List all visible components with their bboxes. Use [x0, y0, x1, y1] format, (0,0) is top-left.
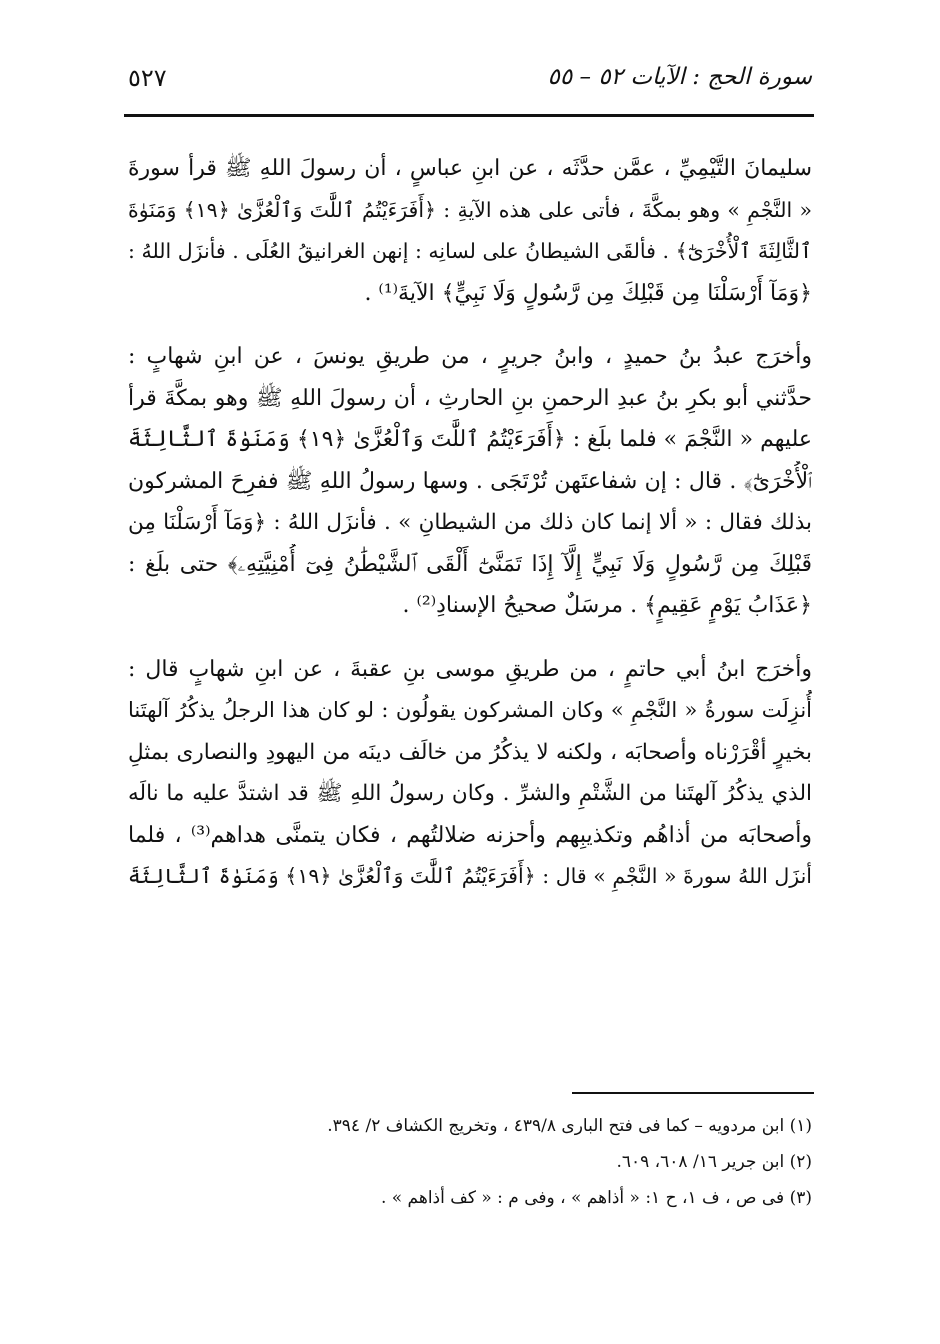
footnote-1: (١) ابن مردويه – كما فى فتح البارى ٤٣٩/٨ ، وتخريج الكشاف ٢/ ٣٩٤.: [327, 1116, 812, 1136]
text-line: ٱلثَّالِثَةَ ٱلْأُخْرَىٰٓ﴾ . فألقَى الشيطانُ على لسانِه : إنهن الغرانيقُ العُلَى . فأنزَل اللهُ :: [128, 239, 812, 263]
page-number: ٥٢٧: [128, 64, 167, 92]
text-line: ٱلْأُخْرَىٰٓ﴾ . قال : إن شفاعتَهن تُرْتَجَى . وسها رسولُ اللهِ ﷺ ففرِحَ المشركون: [128, 468, 812, 494]
text-line: ﴿عَذَابُ يَوْمٍ عَقِيمٍ﴾ . مرسَلٌ صحيحُ الإسنادِ⁽²⁾ .: [402, 593, 812, 618]
text-line: بخيرٍ أقْرَرْناه وأصحابَه ، ولكنه لا يذكُرُ من خالَف دينَه من اليهودِ والنصارى بمثلِ: [128, 739, 812, 765]
header-rule: [124, 114, 814, 117]
footnote-2: (٢) ابن جرير ١٦/ ٦٠٨، ٦٠٩.: [616, 1152, 812, 1172]
paragraph-2: [128, 336, 812, 627]
text-line: قَبْلِكَ مِن رَّسُولٍ وَلَا نَبِيٍّ إِلَّآ إِذَا تَمَنَّىٰٓ أَلْقَى ٱلشَّيْطَٰنُ فِىٓ أُمْنِيَّتِهِۦ﴾ حتى بلَغ :: [128, 551, 812, 577]
text-line: وأصحابَه من أذاهُم وتكذيبِهم وأحزنه ضلالتُهم ، فكان يتمنَّى هداهم⁽³⁾ ، فلما: [128, 822, 812, 848]
text-line: بذلك فقال : « ألا إنما كان ذلك من الشيطانِ » . فأنزَل اللهُ : ﴿وَمَآ أَرْسَلْنَا مِن: [128, 510, 812, 535]
footnote-rule: [572, 1092, 814, 1094]
text-line: « النَّجْمِ » وهو بمكَّةَ ، فأتى على هذه الآيةِ : ﴿أَفَرَءَيْتُمُ ٱللَّٰتَ وَٱلْعُزَّىٰ ﴿١٩﴾ وَمَنَوٰةَ: [128, 197, 812, 222]
text-line: حدَّثني أبو بكرِ بنُ عبدِ الرحمنِ بنِ الحارثِ ، أن رسولَ اللهِ ﷺ وهو بمكَّةَ قرأ: [128, 385, 812, 411]
text-line: أنزَل اللهُ سورةَ « النَّجْمِ » قال : ﴿أَفَرَءَيْتُمُ ٱللَّٰتَ وَٱلْعُزَّىٰ ﴿١٩﴾ وَمَنَوٰةَ ٱلثَّالِثَةَ: [128, 864, 812, 888]
text-line: وأخرَج عبدُ بنُ حميدٍ ، وابنُ جريرٍ ، من طريقِ يونسَ ، عن ابنِ شهابٍ :: [128, 344, 812, 369]
paragraph-1: [128, 148, 812, 314]
text-line: أُنزِلَت سورةُ « النَّجْمِ » وكان المشركون يقولُون : لو كان هذا الرجلُ يذكُرُ آلهتَنا: [128, 698, 812, 722]
footnote-3: (٣) فى ص ، ف ١، ح ١: « أذاهم » ، وفى م : « كف أذاهم » .: [380, 1188, 812, 1208]
text-line: الذي يذكُرُ آلهتَنا من الشَّتْمِ والشرِّ . وكان رسولُ اللهِ ﷺ قد اشتدَّ عليه ما نالَه: [128, 781, 812, 806]
running-title: سورة الحج : الآيات ٥٢ – ٥٥: [547, 64, 812, 90]
page-header: [128, 58, 812, 102]
text-line: ﴿وَمَآ أَرْسَلْنَا مِن قَبْلِكَ مِن رَّسُولٍ وَلَا نَبِيٍّ﴾ الآيةَ⁽¹⁾ .: [364, 280, 812, 306]
text-line: عليهم « النَّجْمَ » فلما بلَغ : ﴿أَفَرَءَيْتُمُ ٱللَّٰتَ وَٱلْعُزَّىٰ ﴿١٩﴾ وَمَنَوٰةَ ٱلثَّالِثَةَ: [128, 427, 812, 452]
paragraph-spacer: [128, 627, 812, 649]
paragraph-3: [128, 649, 812, 898]
text-line: وأخرَج ابنُ أبي حاتمٍ ، من طريقِ موسى بنِ عقبةَ ، عن ابنِ شهابٍ قال :: [128, 656, 812, 682]
main-text: [128, 148, 812, 898]
text-line: سليمانَ التَّيْمِيِّ ، عمَّن حدَّثَه ، عن ابنِ عباسٍ ، أن رسولَ اللهِ ﷺ قرأ سورةَ: [128, 156, 812, 181]
footnotes: [128, 1108, 812, 1216]
paragraph-spacer: [128, 314, 812, 336]
